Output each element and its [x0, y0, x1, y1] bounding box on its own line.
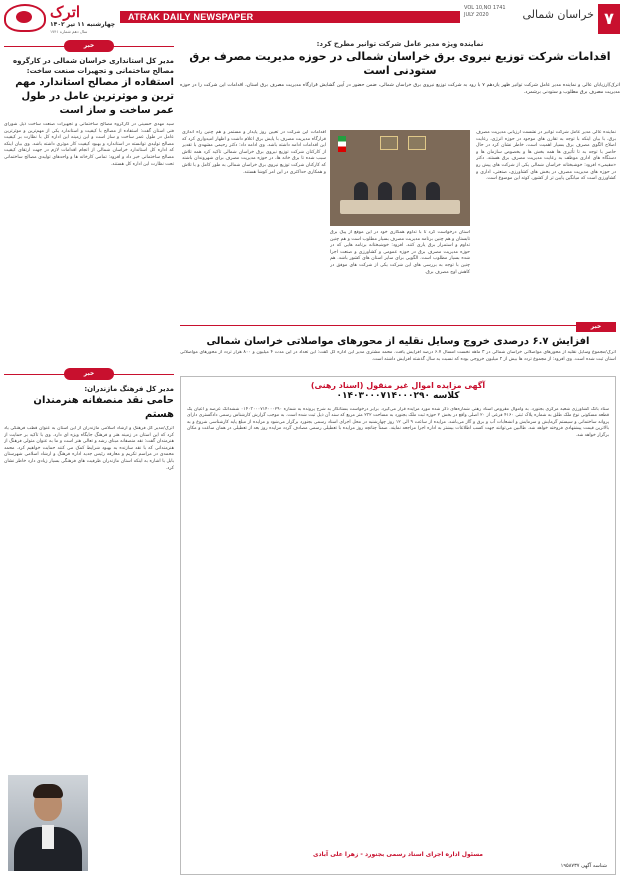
emblem-icon	[4, 4, 46, 32]
left-column	[4, 40, 174, 881]
meeting-photo	[330, 130, 470, 226]
news-tag: خبر	[64, 368, 114, 380]
lead-summary: اترک/ارزیابان عالی و نماینده مدیر عامل شرکت توانیر ظهر یازدهم ۷ با رود به شرکت توزیع نیروی برق خراسان شمالی، ضمن حضور در آیین گشایش قرارگاه مدیریت مصرف برق استان، اقدامات این شرکت را در حوزه مدیریت مصرف برق مطلوب و ستودنی برشمرد.	[180, 83, 620, 95]
section-label: خراسان شمالی	[522, 8, 594, 21]
notice-class-number: کلاسه ۰۱۴۰۳۰۰۰۷۱۴۰۰۰۲۹۰	[336, 391, 460, 401]
page-number: ۷	[598, 4, 620, 34]
news-tag: خبر	[64, 40, 114, 52]
official-portrait	[8, 775, 88, 871]
issue-number: سال دهم شماره ۱۷۴۱	[50, 29, 88, 34]
second-story-body: اترک/مجموع وسایل نقلیه از محورهای مواصلاتی خراسان شمالی در ۳ ماهه نخست امسال ۶.۷ درصد افزایش یافت. محمد مشتری مدیر این اداره کل گفت: این تعداد در این مدت ۴ میلیون و ۸۰۰ هزار تردد از محورهای مواصلاتی استان ثبت شده است. وی افزود: از مجموع تردد ها بیش از ۲ میلیون خروجی بوده که نسبت به سال گذشته افزایش داشته است.	[180, 350, 616, 362]
news-tag: خبر	[576, 322, 616, 332]
side-story-2-title: حامی نقد منصفانه هنرمندان هستم	[33, 395, 174, 420]
notice-title: آگهی مزایده اموال غیر منقول (اسناد رهنی)	[310, 381, 486, 390]
page-header	[0, 0, 620, 36]
notice-signature: مسئول اداره اجرای اسناد رسمی بجنورد - زهرا علی آبادی	[312, 851, 484, 858]
lead-kicker: نماینده ویژه مدیر عامل شرکت توانیر مطرح کرد:	[316, 40, 484, 48]
lead-title: اقدامات شرکت توزیع نیروی برق خراسان شمالی در حوزه مدیریت مصرف برق ستودنی است	[189, 50, 611, 77]
side-story-1-body: سید مهدی حسینی در کارگروه مصالح ساختمانی و تجهیزات صنعت ساخت ذیل شورای فنی استان گفت: استفاده از مصالح با کیفیت و استاندارد یکی از مهم‌ترین و موثرترین عامل در طول عمر ساخت و ساز است و این زمینه این اداره کل با نظارت بر کیفیت مصالح تولیدی توانسته در استاندارد و بهبود کیفیت کار موثری داشته باشد. وی بیان اینکه که اداره کل استاندارد خراسان شمالی از انجام اقدامات لازم در جهت ارتقای کیفیت مصالح ساختمانی خبر داد و افزود: تمامی کارخانه ها و واحدهای تولیدی مصالح ساختمانی تحت نظارت این اداره کل هستند.	[4, 122, 174, 167]
logo-text: اترک	[50, 3, 81, 21]
lead-column-1: نماینده عالی مدیر عامل شرکت توانیر در نشست ارزیابی مدیریت مصرف برق، با بیان اینکه با توجه به تقارن های موجود در حوزه انرژی، رعایت اصلاح الگوی مصرف برق بسیار اهمیت است، خاطر نشان کرد در حال حاضر با توجه به تا تأثیری ها همه بخش ها و بخصوص سازمان ها و دستگاه های اداری موظف به رعایت مدیریت مصرف برق هستند. دکتر «مقیمی» افزود: خوشبختانه خراسان شمالی یکی از شرکت های پیش رو در حوزه های مدیریت مصرف در بخش های کشاورزی، صنعتی، اداری و کشاورزی است که میانگین پایین تر از کشور، کوته این موضوع است.	[476, 130, 616, 182]
header-bar	[120, 11, 460, 23]
side-story-2-body: اترک/مدیر کل فرهنگ و ارشاد اسلامی مازندران از این استان به عنوان قطب فرهنگی یاد کرد که این استان در زمینه هنر و فرهنگ جایگاه ویژه ای دارد. وی با تاکید بر حمایت از هنرمندان گفت: نقد منصفانه مبنای رشد و تعالی هنر است و ما به عنوان متولی فرهنگ از هنرمندانی که با نقد سازنده به بهبود شرایط کمک می کنند حمایت خواهیم کرد. محمد محمدی در مراسم تکریم و معارفه رئیس جدید اداره فرهنگ و ارشاد اسلامی شهرستان بابل با اشاره به اینکه استان مازندران ظرفیت های فرهنگی بسیار زیادی دارد خاطر نشان کرد.	[4, 426, 174, 471]
lead-column-2: استان درخواست کرد تا با تداوم همکاری خود در این موقع از پیک برق تابستان و هم چنین برنامه مدیریت مصرف بسیار مطلوب است و هم چنین تداوم و استمرار برق یاری کنند. افزود: خوشبختانه برنامه هایی که در حوزه مدیریت مصرف برق در حوزه عمومی و کشاورزی و صنعت اجرا شده بسیار مطلوب است. الگویی برای سایر استان های کشور باشد. هم چنین با توجه به بررسی های این شرکت یکی از شرکت های موفق در کاهش اوج مصرف برق.	[330, 230, 470, 275]
divider	[180, 325, 616, 326]
issue-date: چهارشنبه ۱۱ تیر ۱۴۰۲	[50, 21, 116, 28]
side-story-1-kicker: مدیر کل استانداری خراسان شمالی در کارگروه مصالح ساختمانی و تجهیزات صنعت ساخت:	[12, 57, 174, 75]
notice-id: شناسه آگهی ۱۹۵۸۷۳۷	[560, 863, 607, 869]
side-story-1-title: استفاده از مصالح استاندارد مهم ترین و موثرترین عامل در طول عمر ساخت و ساز است	[15, 77, 174, 116]
newspaper-name: ATRAK DAILY NEWSPAPER	[128, 12, 254, 22]
flag-icon	[338, 136, 346, 152]
second-story-title: افزایش ۶.۷ درصدی خروج وسایل نقلیه از محورهای مواصلاتی خراسان شمالی	[206, 336, 590, 347]
lead-column-3: اقدامات این شرکت در تعیین روز پایدار و مستمر و هم چنین راه اندازی قرارگاه مدیریت مصرف با پایش برق اعلام داشت و اظهار امیدواری کرد که این اقدامات ادامه داشته باشد. وی ادامه داد: دکتر رحیمی مشهدی با تقدیر از کارکنان شرکت توزیع نیروی برق خراسان شمالی تاکید کرد همه تلاش سبب شده تا برق خانه ها، در حوزه مدیریت مصرف برای شهروندان باشند که کارکنان شرکت توزیع نیروی برق خراسان شمالی به طور کامل و با تلاش و همکاری حداکثری در این امر کوشا هستند.	[182, 130, 326, 175]
lead-story	[180, 40, 620, 96]
auction-notice	[180, 376, 616, 875]
notice-body: ستاد بانک کشاورزی شعبه مرکزی بجنورد. به واموال مقروض اسناد رهنی شماره‌های ذکر شده مورد مزایده قرار می‌گیرد. برابر درخواست بستانکار به شرح پرونده به شماره ۰۱۴۰۳۰۰۰۷۱۴۰۰۰۲۹۰ ششدانگ عرصه و اعیان یک قطعه مسکونی نوع ملک طلق به شماره پلاک ثبتی ۴۱۶۰ فرعی از ۲۰ اصلی واقع در بخش ۲ حوزه ثبت ملک بجنورد به مساحت ۲۳۲ متر مربع که سند آن ذیل ثبت شده است. به موجب گزارش کارشناس رسمی دادگستری دارای پروانه ساختمانی و سیستم گرمایش و سرمایش و انشعابات آب و برق و گاز می‌باشد. مزایده از ساعت ۹ الی ۱۲ روز چهارشنبه در محل اجرای اسناد رسمی بجنورد برگزار می‌شود و مزایده از مبلغ پایه کارشناسی شروع و به بالاترین قیمت پیشنهادی فروخته خواهد شد. طالبین می‌توانند جهت کسب اطلاعات بیشتر به اداره اجرا مراجعه نمایند. ضمناً چنانچه روز مزایده با تعطیلی رسمی مصادف گردد مزایده روز بعد از تعطیلی در همان ساعت و مکان برگزار خواهد شد.	[187, 407, 609, 438]
volume-info: VOL 10,NO 1741 JULY 2020	[464, 5, 506, 18]
masthead-logo	[0, 0, 118, 36]
side-story-2-kicker: مدیر کل فرهنگ مازندران:	[84, 385, 174, 393]
